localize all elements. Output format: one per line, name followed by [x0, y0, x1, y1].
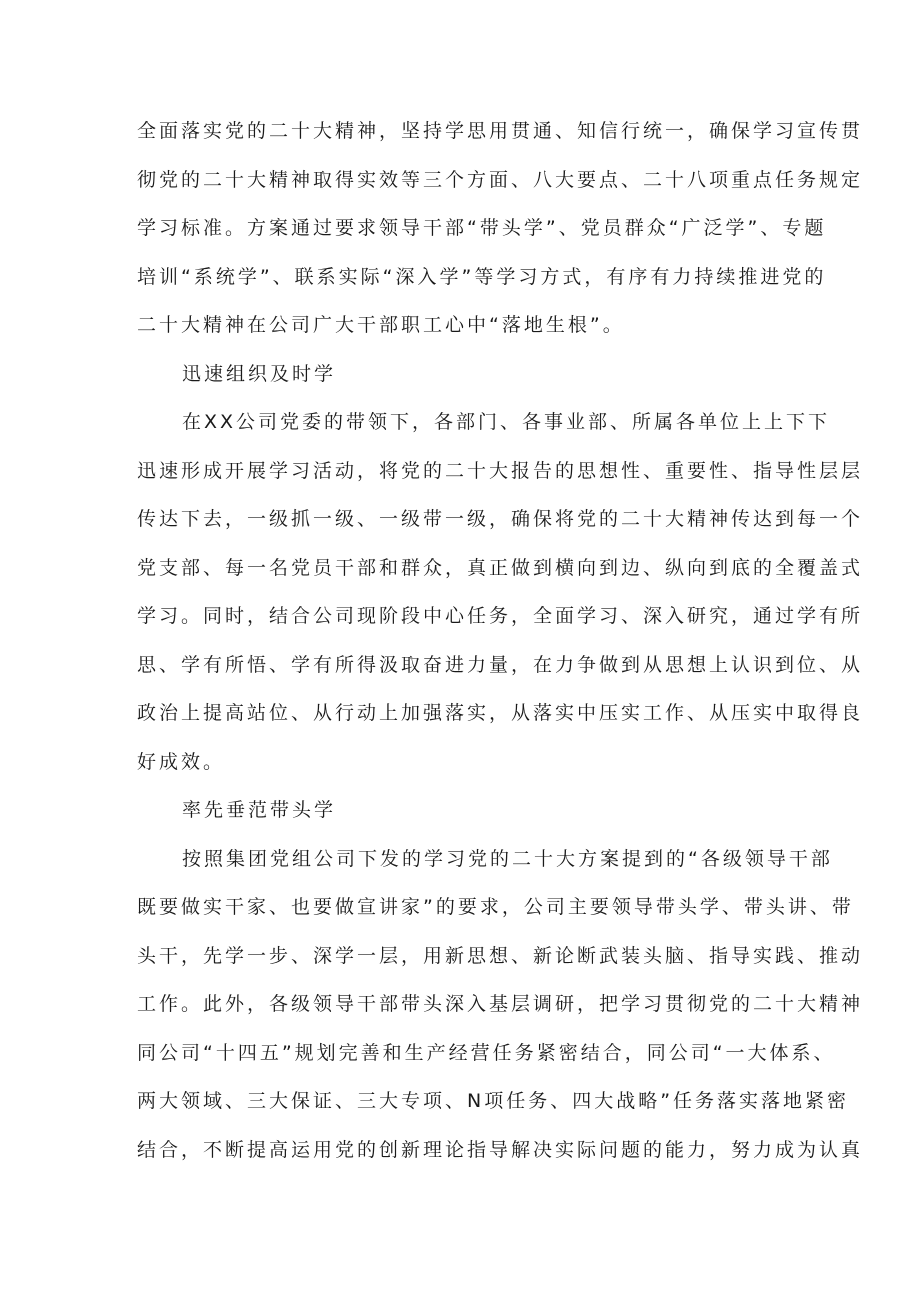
paragraph-line: 工作。此外，各级领导干部带头深入基层调研，把学习贯彻党的二十大精神 [137, 993, 864, 1015]
paragraph-line: 好成效。 [137, 751, 226, 773]
paragraph-line: 结合，不断提高运用党的创新理论指导解决实际问题的能力，努力成为认真 [137, 1139, 864, 1161]
section-heading: 率先垂范带头学 [182, 799, 337, 821]
paragraph-line: 政治上提高站位、从行动上加强落实，从落实中压实工作、从压实中取得良 [137, 702, 864, 724]
paragraph-line: 思、学有所悟、学有所得汲取奋进力量，在力争做到从思想上认识到位、从 [137, 654, 864, 676]
paragraph-line: 头干，先学一步、深学一层，用新思想、新论断武装头脑、指导实践、推动 [137, 945, 864, 967]
paragraph-line: 在XX公司党委的带领下，各部门、各事业部、所属各单位上上下下 [182, 411, 831, 433]
paragraph-line: 学习。同时，结合公司现阶段中心任务，全面学习、深入研究，通过学有所 [137, 605, 864, 627]
paragraph-line: 全面落实党的二十大精神，坚持学思用贯通、知信行统一，确保学习宣传贯 [137, 120, 864, 142]
section-heading: 迅速组织及时学 [182, 363, 337, 385]
paragraph-line: 迅速形成开展学习活动，将党的二十大报告的思想性、重要性、指导性层层 [137, 460, 864, 482]
paragraph-line: 彻党的二十大精神取得实效等三个方面、八大要点、二十八项重点任务规定 [137, 169, 864, 191]
paragraph-line: 二十大精神在公司广大干部职工心中“落地生根”。 [137, 314, 625, 336]
paragraph-line: 既要做实干家、也要做宣讲家”的要求，公司主要领导带头学、带头讲、带 [137, 896, 854, 918]
paragraph-line: 同公司“十四五”规划完善和生产经营任务紧密结合，同公司“一大体系、 [137, 1042, 836, 1064]
paragraph-line: 按照集团党组公司下发的学习党的二十大方案提到的“各级领导干部 [182, 848, 833, 870]
paragraph-line: 党支部、每一名党员干部和群众，真正做到横向到边、纵向到底的全覆盖式 [137, 557, 864, 579]
paragraph-line: 传达下去，一级抓一级、一级带一级，确保将党的二十大精神传达到每一个 [137, 508, 864, 530]
paragraph-line: 两大领域、三大保证、三大专项、N项任务、四大战略”任务落实落地紧密 [137, 1090, 850, 1112]
paragraph-line: 培训“系统学”、联系实际“深入学”等学习方式，有序有力持续推进党的 [137, 266, 827, 288]
paragraph-line: 学习标准。方案通过要求领导干部“带头学”、党员群众“广泛学”、专题 [137, 217, 827, 239]
